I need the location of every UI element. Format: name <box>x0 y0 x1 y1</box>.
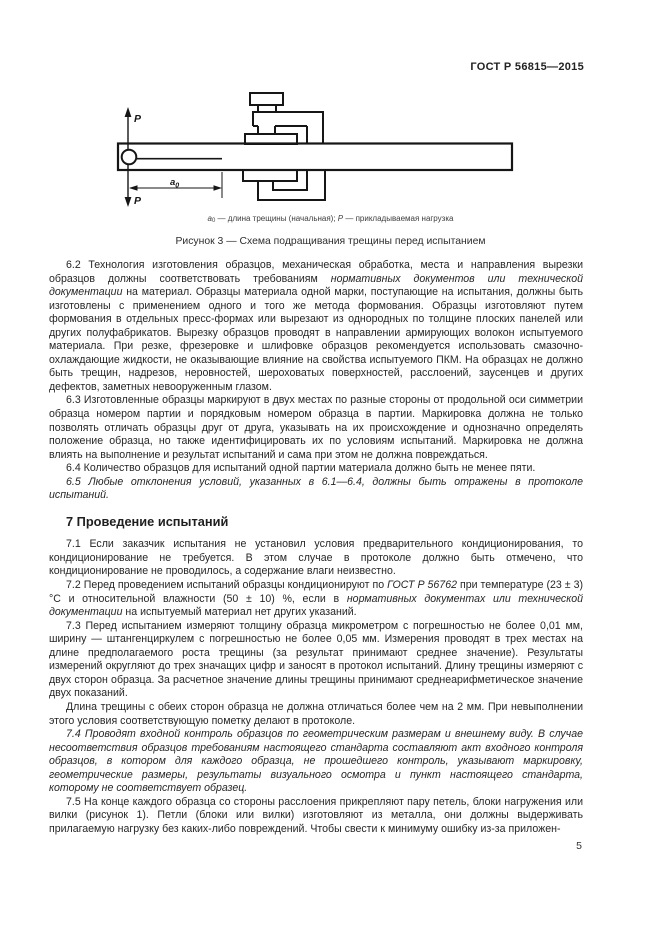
paragraph: 6.5 Любые отклонения условий, указанных в 6.1—6.4, должны быть отражены в протоколе испытаний. <box>49 475 583 502</box>
arrowhead-up <box>125 107 132 117</box>
load-label-bottom: P <box>134 195 142 207</box>
section-heading: 7 Проведение испытаний <box>66 513 229 529</box>
figure-caption: Рисунок 3 — Схема подращивания трещины перед испытанием <box>175 236 486 247</box>
paragraph: 6.2 Технология изготовления образцов, механическая обработка, места и направления вырезки образцов должны соответствовать требованиям нормативных документов или технической документации на материал. Образцы материала одной марки, поступающие на испытания, должны быть изготовлены с применением одного и того же метода формования. Образцы изготовляют путем формования в отдельных пресс-формах или вырезают из однородных по толщине плоских панелей или других полуфабрикатов. Вырезку образцов проводят в направлении армирующих волокон испытуемого материала. При резке, фрезеровке и шлифовке образцов рекомендуется использовать смазочно-охлаждающие жидкости, не оказывающие влияние на свойства испытуемого ПКМ. На образцах не должно быть трещин, надрезов, неровностей, шероховатых поверхностей, расслоений, заусенцев и других дефектов, заметных невооруженным глазом. <box>49 259 583 393</box>
clamp-screw <box>258 105 276 112</box>
paragraph: 6.4 Количество образцов для испытаний одной партии материала должно быть не менее пяти. <box>66 462 536 475</box>
figure-legend: a0 — длина трещины (начальная); P — прикладываемая нагрузка <box>207 214 454 224</box>
specimen-bar <box>118 144 512 171</box>
figure-drawing <box>0 0 661 212</box>
paragraph: Длина трещины с обеих сторон образца не должна отличаться более чем на 2 мм. При невыполнении этого условия соответствующую пометку делают в протоколе. <box>49 700 583 727</box>
paragraph: 7.5 На конце каждого образца со стороны расслоения прикрепляют пару петель, блоки нагружения или вилки (рисунок 1). Петли (блоки или вилки) изготовляют из металла, они должны выдерживать прилагаемую нагрузку без каких-либо повреждений. Чтобы свести к минимуму ошибку из-за приложен- <box>49 795 583 835</box>
clamp-upper-stem <box>258 126 275 134</box>
crack-length-label: $a_0$ <box>170 177 180 190</box>
paragraph: 7.3 Перед испытанием измеряют толщину образца микрометром с погрешностью не более 0,01 мм, ширину — штангенциркулем с погрешностью не более 0,05 мм. Измерения проводят в трех местах на длине предполагаемого роста трещины (за результат принимают среднее значение). Результаты измерений округляют до трех значащих цифр и заносят в протокол испытаний. Длину трещины измеряют с двух сторон образца. За расчетное значение длины трещины принимают среднеарифметическое значение двух показаний. <box>49 619 583 700</box>
paragraph: 7.4 Проводят входной контроль образцов по геометрическим размерам и внешнему виду. В случае несоответствия образцов требованиям настоящего стандарта составляют акт входного контроля образцов, в котором для каждого образца, не прошедшего контроль, указывают маркировку, геометрические размеры, результаты визуального осмотра и пункт настоящего стандарта, которому не соответствует образец. <box>49 728 583 795</box>
paragraph: 7.1 Если заказчик испытания не установил условия предварительного кондиционирования, то кондиционирование не требуется. В этом случае в протоколе должно быть отмечено, что кондиционирование не проводилось, а содержание влаги неизвестно. <box>49 538 583 578</box>
paragraph: 7.2 Перед проведением испытаний образцы кондиционируют по ГОСТ Р 56762 при температуре (23 ± 3) °С и относительной влажности (50 ± 10) %, если в нормативных документах или технической документации на испытуемый материал нет других указаний. <box>49 579 584 619</box>
clamp-lower-pad <box>243 170 297 181</box>
clamp-knob <box>250 93 283 105</box>
clamp-lower-bracket <box>258 170 325 200</box>
clamp-upper-frame <box>253 112 323 144</box>
standard-code: ГОСТ Р 56815—2015 <box>470 61 584 73</box>
arrowhead-dim-right <box>214 185 223 190</box>
document-body <box>49 259 583 836</box>
load-label-top: P <box>134 113 142 125</box>
arrowhead-dim-left <box>129 185 138 190</box>
arrowhead-down <box>125 197 132 207</box>
page-number: 5 <box>576 840 582 852</box>
load-hole <box>122 150 137 165</box>
paragraph: 6.3 Изготовленные образцы маркируют в двух местах по разные стороны от продольной оси симметрии образца номером партии и порядковым номером образца в партии. Маркировка должна не только позволять отличать образцы друг от друга, указывать на их происхождение и однозначно определять положение образца, но также идентифицировать их по условиям испытаний. Маркировка не должна влиять на выполнение и результат испытаний и сама при этом не должна повреждаться. <box>49 394 583 461</box>
